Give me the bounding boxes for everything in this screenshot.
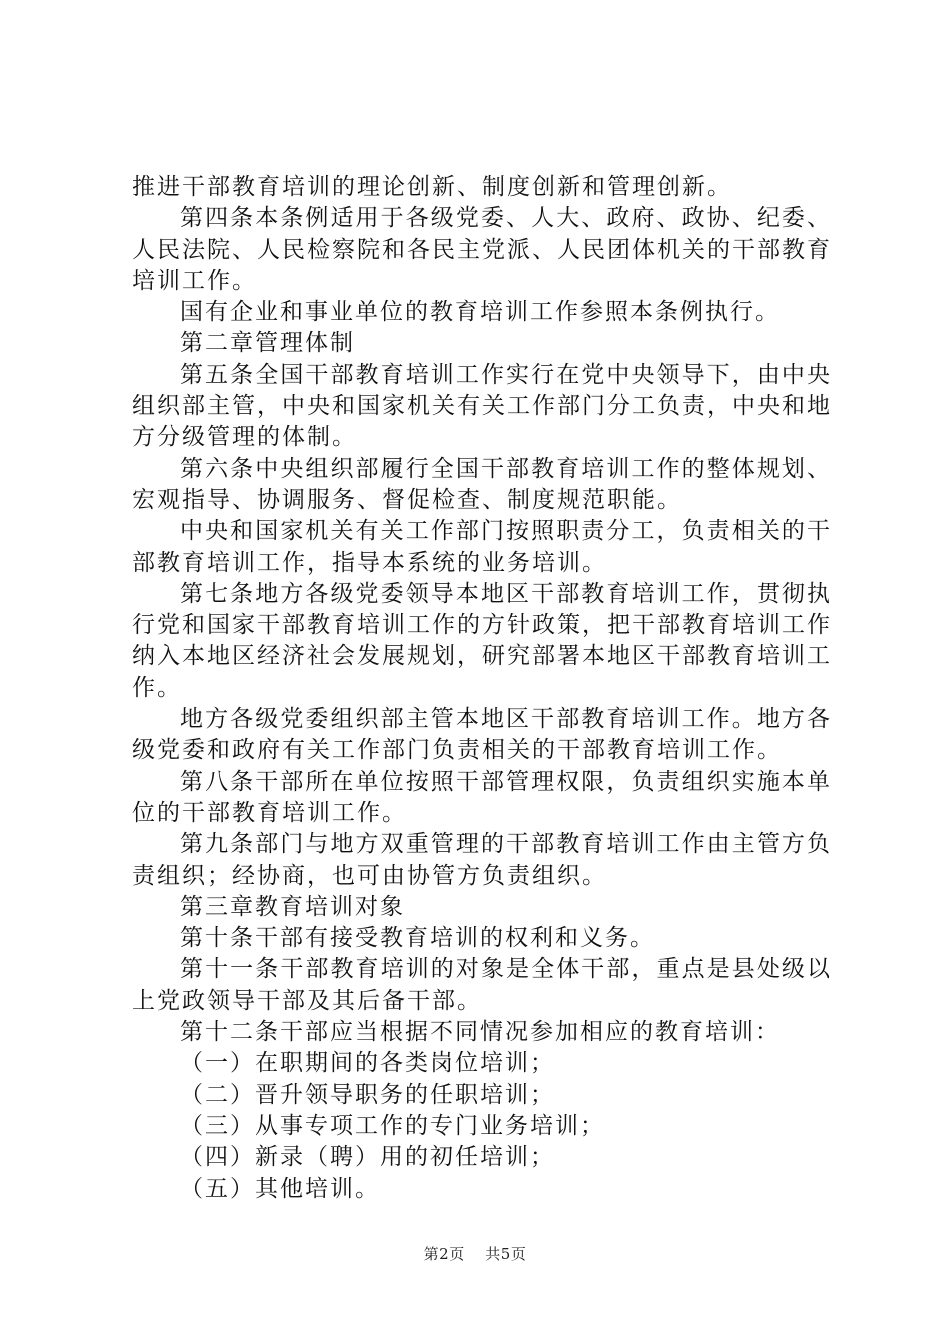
paragraph: 第九条部门与地方双重管理的干部教育培训工作由主管方负责组织；经协商，也可由协管方负责组织。 [132,831,832,889]
page-footer [0,1243,950,1264]
paragraph: 中央和国家机关有关工作部门按照职责分工，负责相关的干部教育培训工作，指导本系统的业务培训。 [132,518,832,576]
paragraph: （三）从事专项工作的专门业务培训； [180,1112,605,1139]
paragraph: 第四条本条例适用于各级党委、人大、政府、政协、纪委、人民法院、人民检察院和各民主党派、人民团体机关的干部教育培训工作。 [132,205,832,294]
page-number: 第2页 [423,1245,465,1263]
paragraph: （二）晋升领导职务的任职培训； [180,1081,555,1108]
paragraph: 第三章教育培训对象 [180,893,405,920]
paragraph: 第二章管理体制 [180,330,355,357]
paragraph: （四）新录（聘）用的初任培训； [180,1144,555,1171]
document-body [132,172,832,1205]
total-pages: 共5页 [485,1245,527,1263]
paragraph: 推进干部教育培训的理论创新、制度创新和管理创新。 [132,174,732,200]
paragraph: 第十二条干部应当根据不同情况参加相应的教育培训： [180,1019,780,1046]
paragraph: （一）在职期间的各类岗位培训； [180,1050,555,1077]
paragraph: 国有企业和事业单位的教育培训工作参照本条例执行。 [180,299,780,326]
paragraph: 第六条中央组织部履行全国干部教育培训工作的整体规划、宏观指导、协调服务、督促检查、制度规范职能。 [132,455,832,513]
paragraph: 第十条干部有接受教育培训的权利和义务。 [180,925,655,952]
paragraph: 第五条全国干部教育培训工作实行在党中央领导下，由中央组织部主管，中央和国家机关有关工作部门分工负责，中央和地方分级管理的体制。 [132,361,832,451]
paragraph: 地方各级党委组织部主管本地区干部教育培训工作。地方各级党委和政府有关工作部门负责相关的干部教育培训工作。 [132,706,832,764]
paragraph: 第七条地方各级党委领导本地区干部教育培训工作，贯彻执行党和国家干部教育培训工作的方针政策，把干部教育培训工作纳入本地区经济社会发展规划，研究部署本地区干部教育培训工作。 [132,580,832,701]
paragraph: 第十一条干部教育培训的对象是全体干部，重点是县处级以上党政领导干部及其后备干部。 [132,956,832,1014]
paragraph: （五）其他培训。 [180,1175,380,1202]
paragraph: 第八条干部所在单位按照干部管理权限，负责组织实施本单位的干部教育培训工作。 [132,768,832,826]
